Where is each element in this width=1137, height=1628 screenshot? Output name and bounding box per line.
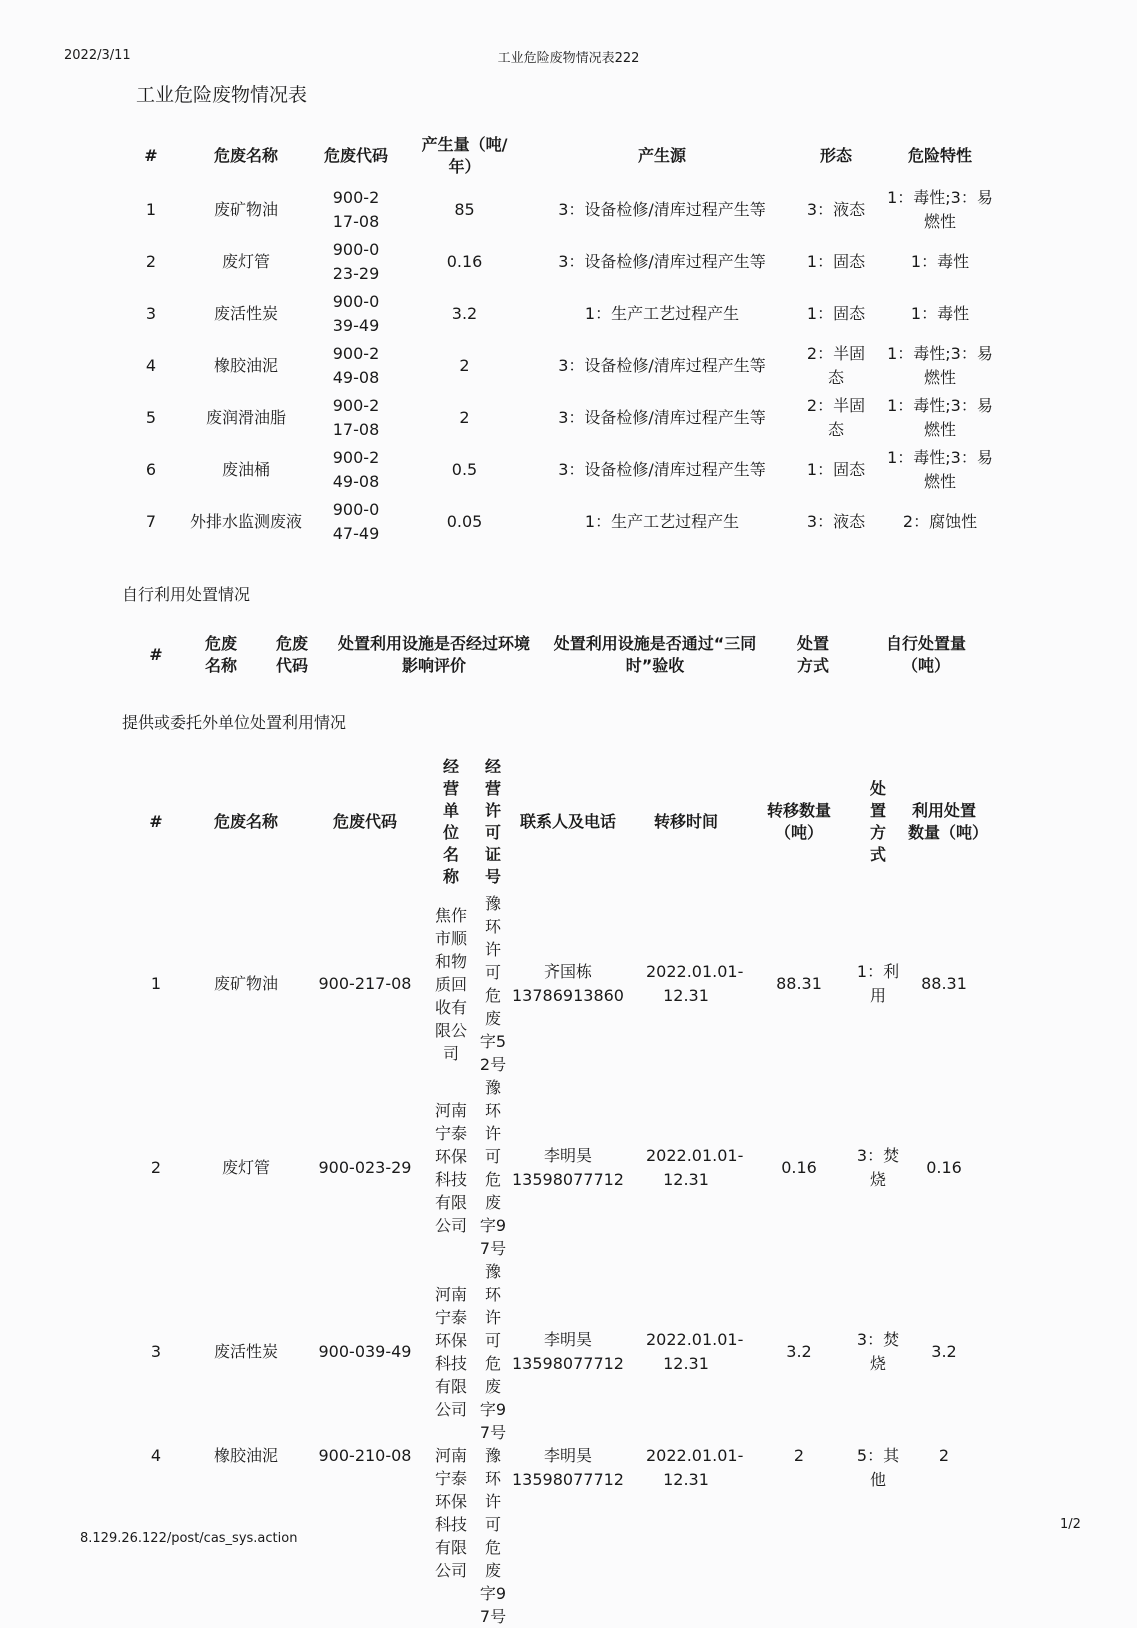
table-row (120, 392, 1005, 444)
waste-code: 900-217-08 (318, 974, 412, 993)
transfer-qty: 3.2 (786, 1342, 812, 1361)
row-index: 5 (145, 408, 157, 427)
table-header-row (126, 630, 996, 680)
table-row (120, 236, 1005, 288)
waste-name: 废灯管 (221, 252, 270, 271)
waste-code: 900-249-08 (332, 448, 380, 491)
col-header-waste-name: 危废名称 (213, 812, 278, 831)
output-qty: 0.16 (446, 252, 483, 271)
col-header-index: # (144, 146, 158, 165)
row-index: 1 (145, 200, 157, 219)
operator-name: 河南宁泰环保科技有限公司 (434, 1101, 467, 1235)
col-header-contact: 联系人及电话 (519, 812, 616, 831)
row-index: 7 (145, 512, 157, 531)
col-header-waste-code: 危废代码 (332, 812, 397, 831)
form: 1：固态 (806, 460, 866, 479)
license-no: 豫环许可危废字52号 (479, 894, 507, 1074)
output-qty: 2 (459, 356, 470, 375)
col-header-form: 形态 (819, 146, 852, 165)
transfer-qty: 2 (793, 1446, 805, 1465)
source: 3：设备检修/清库过程产生等 (558, 408, 766, 427)
col-header-disposal-method: 处置方式 (796, 634, 829, 675)
waste-name: 橡胶油泥 (213, 356, 278, 375)
waste-code: 900-047-49 (332, 500, 380, 543)
page-number: 1/2 (1060, 1517, 1081, 1532)
waste-name: 废矿物油 (213, 200, 278, 219)
row-index: 1 (150, 974, 162, 993)
output-qty: 0.5 (451, 460, 478, 479)
waste-name: 废矿物油 (213, 974, 278, 993)
external-disposal-table (126, 752, 989, 1628)
col-header-three-simultaneous: 处置利用设施是否通过“三同时”验收 (553, 634, 757, 675)
waste-name: 废活性炭 (213, 304, 278, 323)
col-header-operator-name: 经营单位名称 (442, 757, 459, 886)
disposal-method: 5：其他 (856, 1446, 900, 1489)
operator-name: 河南宁泰环保科技有限公司 (434, 1285, 467, 1419)
table-row (120, 496, 1005, 548)
col-header-transfer-time: 转移时间 (653, 812, 718, 831)
output-qty: 0.05 (446, 512, 483, 531)
waste-name: 外排水监测废液 (189, 512, 302, 531)
hazard: 1：毒性;3：易燃性 (887, 448, 993, 491)
hazard: 1：毒性;3：易燃性 (887, 396, 993, 439)
col-header-eia: 处置利用设施是否经过环境影响评价 (337, 634, 530, 675)
waste-name: 废油桶 (221, 460, 270, 479)
row-index: 4 (150, 1446, 162, 1465)
form: 2：半固态 (806, 344, 866, 387)
col-header-transfer-qty: 转移数量（吨） (766, 801, 831, 842)
table-header-row (126, 752, 986, 892)
col-header-source: 产生源 (637, 146, 686, 165)
col-header-method: 处置方式 (869, 779, 886, 864)
operator-name: 焦作市顺和物质回收有限公司 (434, 905, 467, 1063)
disposal-method: 1：利用 (856, 962, 900, 1005)
source: 3：设备检修/清库过程产生等 (558, 252, 766, 271)
col-header-disposal-qty: 利用处置数量（吨） (908, 801, 989, 842)
table-row (126, 1076, 986, 1260)
disposal-method: 3：焚烧 (856, 1330, 900, 1373)
waste-code: 900-249-08 (332, 344, 380, 387)
contact: 李明昊 13598077712 (512, 1146, 624, 1189)
col-header-hazard: 危险特性 (907, 146, 972, 165)
row-index: 4 (145, 356, 157, 375)
section-self-disposal-title: 自行利用处置情况 (122, 585, 251, 604)
source: 3：设备检修/清库过程产生等 (558, 460, 766, 479)
form: 1：固态 (806, 304, 866, 323)
waste-code: 900-023-29 (332, 240, 380, 283)
contact: 齐国栋 13786913860 (512, 962, 624, 1005)
waste-code: 900-217-08 (332, 396, 380, 439)
table-row (120, 444, 1005, 496)
document-header-title: 工业危险废物情况表222 (497, 51, 640, 66)
table-row (120, 340, 1005, 392)
waste-name: 废润滑油脂 (205, 408, 286, 427)
transfer-time: 2022.01.01-12.31 (646, 1146, 744, 1189)
footer-url: 8.129.26.122/post/cas_sys.action (80, 1531, 298, 1546)
table-row (120, 184, 1005, 236)
output-qty: 3.2 (451, 304, 478, 323)
hazardous-waste-table (120, 128, 1005, 548)
transfer-time: 2022.01.01-12.31 (646, 962, 744, 1005)
row-index: 3 (150, 1342, 162, 1361)
source: 1：生产工艺过程产生 (584, 304, 740, 323)
license-no: 豫环许可危废字97号 (479, 1446, 507, 1626)
operator-name: 河南宁泰环保科技有限公司 (434, 1446, 467, 1580)
table-row (120, 288, 1005, 340)
col-header-waste-code: 危废代码 (323, 146, 388, 165)
source: 3：设备检修/清库过程产生等 (558, 200, 766, 219)
col-header-self-disposal-qty: 自行处置量（吨） (885, 634, 966, 675)
contact: 李明昊 13598077712 (512, 1330, 624, 1373)
waste-name: 废灯管 (221, 1158, 270, 1177)
form: 2：半固态 (806, 396, 866, 439)
col-header-index: # (149, 645, 163, 664)
transfer-qty: 0.16 (781, 1158, 817, 1177)
waste-code: 900-210-08 (318, 1446, 412, 1465)
row-index: 3 (145, 304, 157, 323)
hazard: 1：毒性 (910, 252, 970, 271)
transfer-qty: 88.31 (776, 974, 822, 993)
section-external-disposal-title: 提供或委托外单位处置利用情况 (122, 713, 347, 732)
waste-code: 900-217-08 (332, 188, 380, 231)
row-index: 6 (145, 460, 157, 479)
table-header-row (120, 128, 1005, 184)
contact: 李明昊 13598077712 (512, 1446, 624, 1489)
self-disposal-table (126, 630, 996, 680)
page-title: 工业危险废物情况表 (136, 84, 308, 106)
col-header-index: # (149, 812, 163, 831)
row-index: 2 (145, 252, 157, 271)
form: 3：液态 (806, 200, 866, 219)
license-no: 豫环许可危废字97号 (479, 1262, 507, 1442)
disposal-method: 3：焚烧 (856, 1146, 900, 1189)
transfer-time: 2022.01.01-12.31 (646, 1446, 744, 1489)
source: 1：生产工艺过程产生 (584, 512, 740, 531)
table-row (126, 892, 986, 1076)
waste-code: 900-023-29 (318, 1158, 412, 1177)
row-index: 2 (150, 1158, 162, 1177)
waste-code: 900-039-49 (332, 292, 380, 335)
disposal-qty: 3.2 (931, 1342, 957, 1361)
col-header-license-no: 经营许可证号 (484, 757, 501, 886)
license-no: 豫环许可危废字97号 (479, 1078, 507, 1258)
form: 3：液态 (806, 512, 866, 531)
form: 1：固态 (806, 252, 866, 271)
disposal-qty: 88.31 (921, 974, 967, 993)
hazard: 1：毒性;3：易燃性 (887, 188, 993, 231)
waste-name: 废活性炭 (213, 1342, 278, 1361)
table-row (126, 1260, 986, 1444)
col-header-waste-name: 危废名称 (204, 634, 237, 675)
print-date: 2022/3/11 (64, 48, 131, 63)
waste-code: 900-039-49 (318, 1342, 412, 1361)
disposal-qty: 0.16 (926, 1158, 962, 1177)
transfer-time: 2022.01.01-12.31 (646, 1330, 744, 1373)
hazard: 1：毒性;3：易燃性 (887, 344, 993, 387)
output-qty: 85 (454, 200, 475, 219)
col-header-waste-code: 危废代码 (275, 634, 308, 675)
output-qty: 2 (459, 408, 470, 427)
disposal-qty: 2 (938, 1446, 950, 1465)
col-header-waste-name: 危废名称 (213, 146, 278, 165)
col-header-output: 产生量（吨/年） (421, 135, 508, 176)
hazard: 1：毒性 (910, 304, 970, 323)
source: 3：设备检修/清库过程产生等 (558, 356, 766, 375)
waste-name: 橡胶油泥 (213, 1446, 278, 1465)
hazard: 2：腐蚀性 (902, 512, 978, 531)
